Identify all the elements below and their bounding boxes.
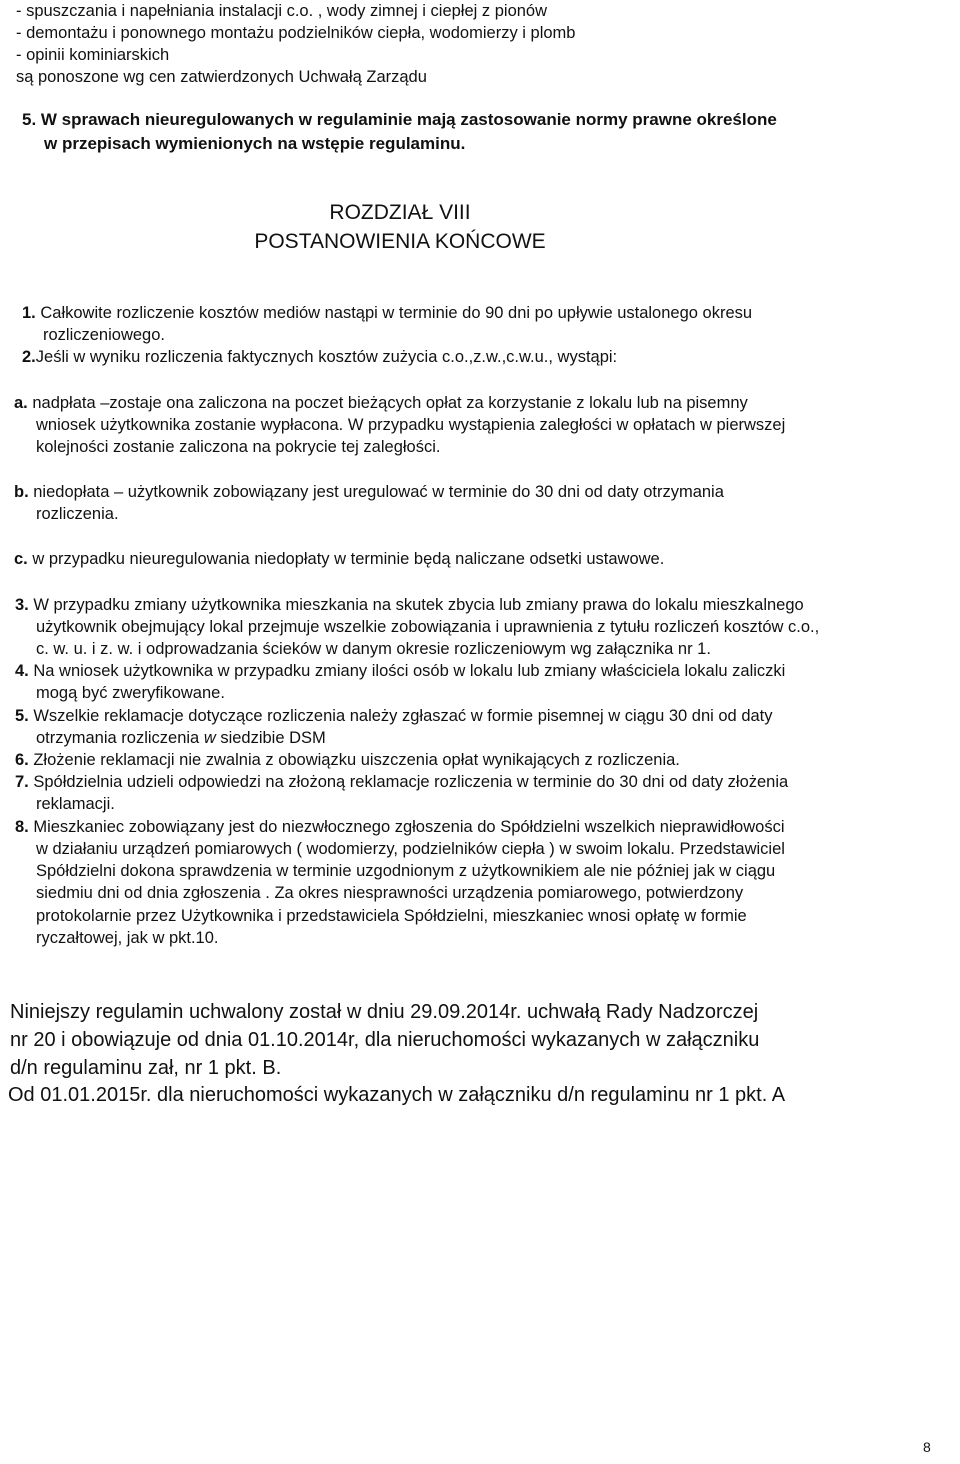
text-line: mogą być zweryfikowane.: [36, 684, 225, 702]
text-line: - opinii kominiarskich: [16, 46, 170, 64]
item-letter: b.: [14, 483, 29, 501]
list-item: 4. Na wniosek użytkownika w przypadku zmiany ilości osób w lokalu lub zmiany właściciela lokalu zaliczki: [15, 662, 786, 680]
item-number: 6.: [15, 751, 29, 769]
item-number: 2.: [22, 348, 36, 366]
text-line: c. w. u. i z. w. i odprowadzania ścieków w danym okresie rozliczeniowym wg załącznika nr 1.: [36, 640, 711, 658]
text-line: rozliczeniowego.: [43, 326, 165, 344]
text-line: otrzymania rozliczenia w siedzibie DSM: [36, 729, 326, 747]
list-item: 8. Mieszkaniec zobowiązany jest do niezwłocznego zgłoszenia do Spółdzielni wszelkich nieprawidłowości: [15, 818, 785, 836]
bold-paragraph-line: 5. W sprawach nieuregulowanych w regulaminie mają zastosowanie normy prawne określone: [22, 110, 777, 129]
item-letter: c.: [14, 550, 28, 568]
text-line: są ponoszone wg cen zatwierdzonych Uchwałą Zarządu: [16, 68, 427, 86]
text-line: protokolarnie przez Użytkownika i przedstawiciela Spółdzielni, mieszkaniec wnosi opłatę w formie: [36, 907, 747, 925]
list-item: 2.Jeśli w wyniku rozliczenia faktycznych kosztów zużycia c.o.,z.w.,c.w.u., wystąpi:: [22, 348, 618, 366]
text-line: wniosek użytkownika zostanie wypłacona. W przypadku wystąpienia zaległości w opłatach w pierwszej: [36, 416, 786, 434]
closing-line: d/n regulaminu zał, nr 1 pkt. B.: [10, 1057, 282, 1079]
closing-line: Niniejszy regulamin uchwalony został w dniu 29.09.2014r. uchwałą Rady Nadzorczej: [10, 1001, 759, 1023]
text-line: w działaniu urządzeń pomiarowych ( wodomierzy, podzielników ciepła ) w swoim lokalu. Przedstawiciel: [36, 840, 785, 858]
closing-line: nr 20 i obowiązuje od dnia 01.10.2014r, dla nieruchomości wykazanych w załączniku: [10, 1029, 760, 1051]
item-letter: a.: [14, 394, 28, 412]
item-number: 8.: [15, 818, 29, 836]
item-number: 7.: [15, 773, 29, 791]
item-number: 1.: [22, 304, 36, 322]
text-line: - spuszczania i napełniania instalacji c.o. , wody zimnej i ciepłej z pionów: [16, 2, 548, 20]
list-item: 1. Całkowite rozliczenie kosztów mediów nastąpi w terminie do 90 dni po upływie ustalonego okresu: [22, 304, 753, 322]
list-item: 6. Złożenie reklamacji nie zwalnia z obowiązku uiszczenia opłat wynikających z rozliczenia.: [15, 751, 680, 769]
text-line: reklamacji.: [36, 795, 115, 813]
list-item: 7. Spółdzielnia udzieli odpowiedzi na złożoną reklamacje rozliczenia w terminie do 30 dni od daty złożenia: [15, 773, 789, 791]
text-line: Spółdzielni dokona sprawdzenia w terminie uzgodnionym z użytkownikiem ale nie później jak w ciągu: [36, 862, 776, 880]
item-number: 4.: [15, 662, 29, 680]
text-line: kolejności zostanie zaliczona na pokrycie tej zaległości.: [36, 438, 441, 456]
bold-paragraph-line: w przepisach wymienionych na wstępie regulaminu.: [44, 134, 466, 153]
closing-line: Od 01.01.2015r. dla nieruchomości wykazanych w załączniku d/n regulaminu nr 1 pkt. A: [8, 1084, 786, 1106]
text-line: rozliczenia.: [36, 505, 119, 523]
page-number: 8: [923, 1439, 931, 1455]
list-item: 5. Wszelkie reklamacje dotyczące rozliczenia należy zgłaszać w formie pisemnej w ciągu 30 dni od daty: [15, 707, 773, 725]
list-item: a. nadpłata –zostaje ona zaliczona na poczet bieżących opłat za korzystanie z lokalu lub na pisemny: [14, 394, 748, 412]
text-line: użytkownik obejmujący lokal przejmuje wszelkie zobowiązania i uprawnienia z tytułu rozliczeń kosztów c.o.,: [36, 618, 820, 636]
list-item: 3. W przypadku zmiany użytkownika mieszkania na skutek zbycia lub zmiany prawa do lokalu mieszkalnego: [15, 596, 804, 614]
list-item: c. w przypadku nieuregulowania niedopłaty w terminie będą naliczane odsetki ustawowe.: [14, 550, 665, 568]
list-item: b. niedopłata – użytkownik zobowiązany jest uregulować w terminie do 30 dni od daty otrzymania: [14, 483, 724, 501]
text-line: siedmiu dni od dnia zgłoszenia . Za okres niesprawności urządzenia pomiarowego, potwierdzony: [36, 884, 744, 902]
item-number: 3.: [15, 596, 29, 614]
text-line: ryczałtowej, jak w pkt.10.: [36, 929, 219, 947]
chapter-number: ROZDZIAŁ VIII: [329, 201, 471, 224]
text-line: - demontażu i ponownego montażu podzielników ciepła, wodomierzy i plomb: [16, 24, 576, 42]
chapter-title: POSTANOWIENIA KOŃCOWE: [254, 230, 546, 253]
item-number: 5.: [15, 707, 29, 725]
